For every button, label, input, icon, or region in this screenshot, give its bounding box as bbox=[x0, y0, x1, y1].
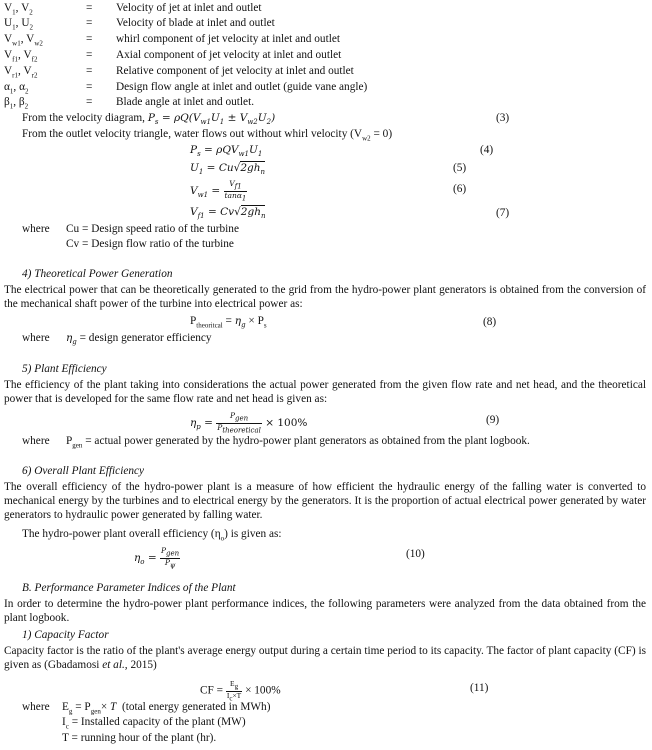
equation-4: $P_s = \rho QV_{w1}U_1$ bbox=[190, 144, 263, 159]
equation-number: (6) bbox=[453, 183, 467, 195]
where-ic: $I_c$ = Installed capacity of the plant (MW) bbox=[62, 716, 246, 731]
sym-vr: $V_{r1}$, $V_{r2}$ bbox=[4, 65, 38, 80]
where-cv: Cv = Design flow ratio of the turbine bbox=[66, 238, 234, 250]
equation-7: $V_{f1} = Cv√2gh_n$ bbox=[190, 206, 266, 221]
section-1-title: 1) Capacity Factor bbox=[22, 629, 109, 641]
equation-number: (3) bbox=[496, 112, 510, 124]
equation-number: (9) bbox=[486, 414, 500, 426]
section-4-title: 4) Theoretical Power Generation bbox=[22, 268, 173, 280]
section-6-title: 6) Overall Plant Efficiency bbox=[22, 465, 145, 477]
equation-number: (8) bbox=[483, 316, 497, 328]
where-label: where bbox=[22, 435, 50, 447]
equals-sign: = bbox=[86, 96, 93, 108]
equals-sign: = bbox=[86, 49, 93, 61]
sym-vf: $V_{f1}$, $V_{f2}$ bbox=[4, 49, 38, 64]
where-label: where bbox=[22, 223, 50, 235]
equation-8: $P_{theoritcal} = \eta_g \times P_s$ bbox=[190, 315, 267, 330]
where-label: where bbox=[22, 332, 50, 344]
equals-sign: = bbox=[86, 33, 93, 45]
equation-10: $\eta_o$ = $\frac{P_{gen}}{P_\psi}$ bbox=[134, 546, 180, 569]
section-5-title: 5) Plant Efficiency bbox=[22, 363, 107, 375]
where-pgen: $P_{gen}$ = actual power generated by the hydro-power plant generators as obtained from the plant logbook. bbox=[66, 435, 530, 450]
equals-sign: = bbox=[86, 2, 93, 14]
nomenclature-desc: Velocity of jet at inlet and outlet bbox=[116, 2, 262, 14]
where-eta-g: $\eta_g$ = design generator efficiency bbox=[66, 332, 212, 347]
nomenclature-desc: Blade angle at inlet and outlet. bbox=[116, 96, 255, 108]
where-cu: Cu = Design speed ratio of the turbine bbox=[66, 223, 239, 235]
section-b-title: B. Performance Parameter Indices of the Plant bbox=[22, 582, 236, 594]
section-4-paragraph: The electrical power that can be theoretically generated to the grid from the hydro-power plant generators is obtained from the conversion of the mechanical shaft power of the turbine into electrical power as: bbox=[4, 284, 646, 310]
nomenclature-desc: Design flow angle at inlet and outlet (guide vane angle) bbox=[116, 81, 368, 93]
equation-number: (11) bbox=[470, 682, 489, 694]
equation-11: CF = $\frac{E_g}{I_c\times T}$ × 100% bbox=[200, 679, 281, 702]
sym-beta: $\beta_1$, $\beta_2$ bbox=[4, 96, 29, 111]
outlet-triangle-text: From the outlet velocity triangle, water flows out without whirl velocity $(V_{w2} = 0)$ bbox=[22, 128, 393, 143]
equation-6: $V_{w1}$ = $\frac{V_{f1}}{\tan\alpha_1}$ bbox=[190, 179, 247, 202]
where-eg: $E_g = P_{gen}\times T$ (total energy generated in MWh) bbox=[62, 701, 271, 716]
equation-number: (10) bbox=[406, 548, 425, 560]
equals-sign: = bbox=[86, 81, 93, 93]
nomenclature-desc: whirl component of jet velocity at inlet and outlet bbox=[116, 33, 340, 45]
equals-sign: = bbox=[86, 17, 93, 29]
equation-number: (7) bbox=[496, 207, 510, 219]
section-5-paragraph: The efficiency of the plant taking into considerations the actual power generated from the given flow rate and net head, and the theoretical power that is developed for the same flow rate and net head is given as: bbox=[4, 379, 646, 405]
section-1-paragraph: Capacity factor is the ratio of the plant's average energy output during a certain time period to its capacity. The factor of plant capacity (CF) is given as (Gbadamosi et al., 2015) bbox=[4, 645, 646, 671]
equation-number: (4) bbox=[480, 144, 494, 156]
section-6-paragraph-2: The hydro-power plant overall efficiency $(\eta_o)$ is given as: bbox=[22, 528, 282, 543]
velocity-diagram-text: From the velocity diagram, $P_s = \rho Q(V_{w1}U_1 \pm V_{w2}U_2)$ bbox=[22, 112, 276, 127]
where-t: T = running hour of the plant (hr). bbox=[62, 732, 217, 744]
where-label: where bbox=[22, 701, 50, 713]
sym-alpha: $\alpha_1$, $\alpha_2$ bbox=[4, 81, 29, 96]
section-b-paragraph: In order to determine the hydro-power plant performance indices, the following parameters were analyzed from the data obtained from the plant logbook. bbox=[4, 598, 646, 624]
sym-vw: $V_{w1}$, $V_{w2}$ bbox=[4, 33, 43, 48]
sym-v: $V_1$, $V_2$ bbox=[4, 2, 33, 17]
equals-sign: = bbox=[86, 65, 93, 77]
nomenclature-desc: Relative component of jet velocity at inlet and outlet bbox=[116, 65, 354, 77]
nomenclature-desc: Axial component of jet velocity at inlet and outlet bbox=[116, 49, 342, 61]
section-6-paragraph: The overall efficiency of the hydro-power plant is a measure of how efficient the hydraulic energy of the falling water is converted to mechanical energy by the turbines and to electrical energy by the generators. It is the proportion of actual electrical power generated by water generators to hydraulic power generated by falling water. bbox=[4, 481, 646, 521]
equation-number: (5) bbox=[453, 162, 467, 174]
equation-9: $\eta_p$ = $\frac{P_{gen}}{P_{theoretical}}$ × 100% bbox=[190, 411, 308, 434]
sym-u: $U_1$, $U_2$ bbox=[4, 17, 33, 32]
equation-5: $U_1 = Cu√2gh_n$ bbox=[190, 162, 265, 177]
nomenclature-desc: Velocity of blade at inlet and outlet bbox=[116, 17, 275, 29]
